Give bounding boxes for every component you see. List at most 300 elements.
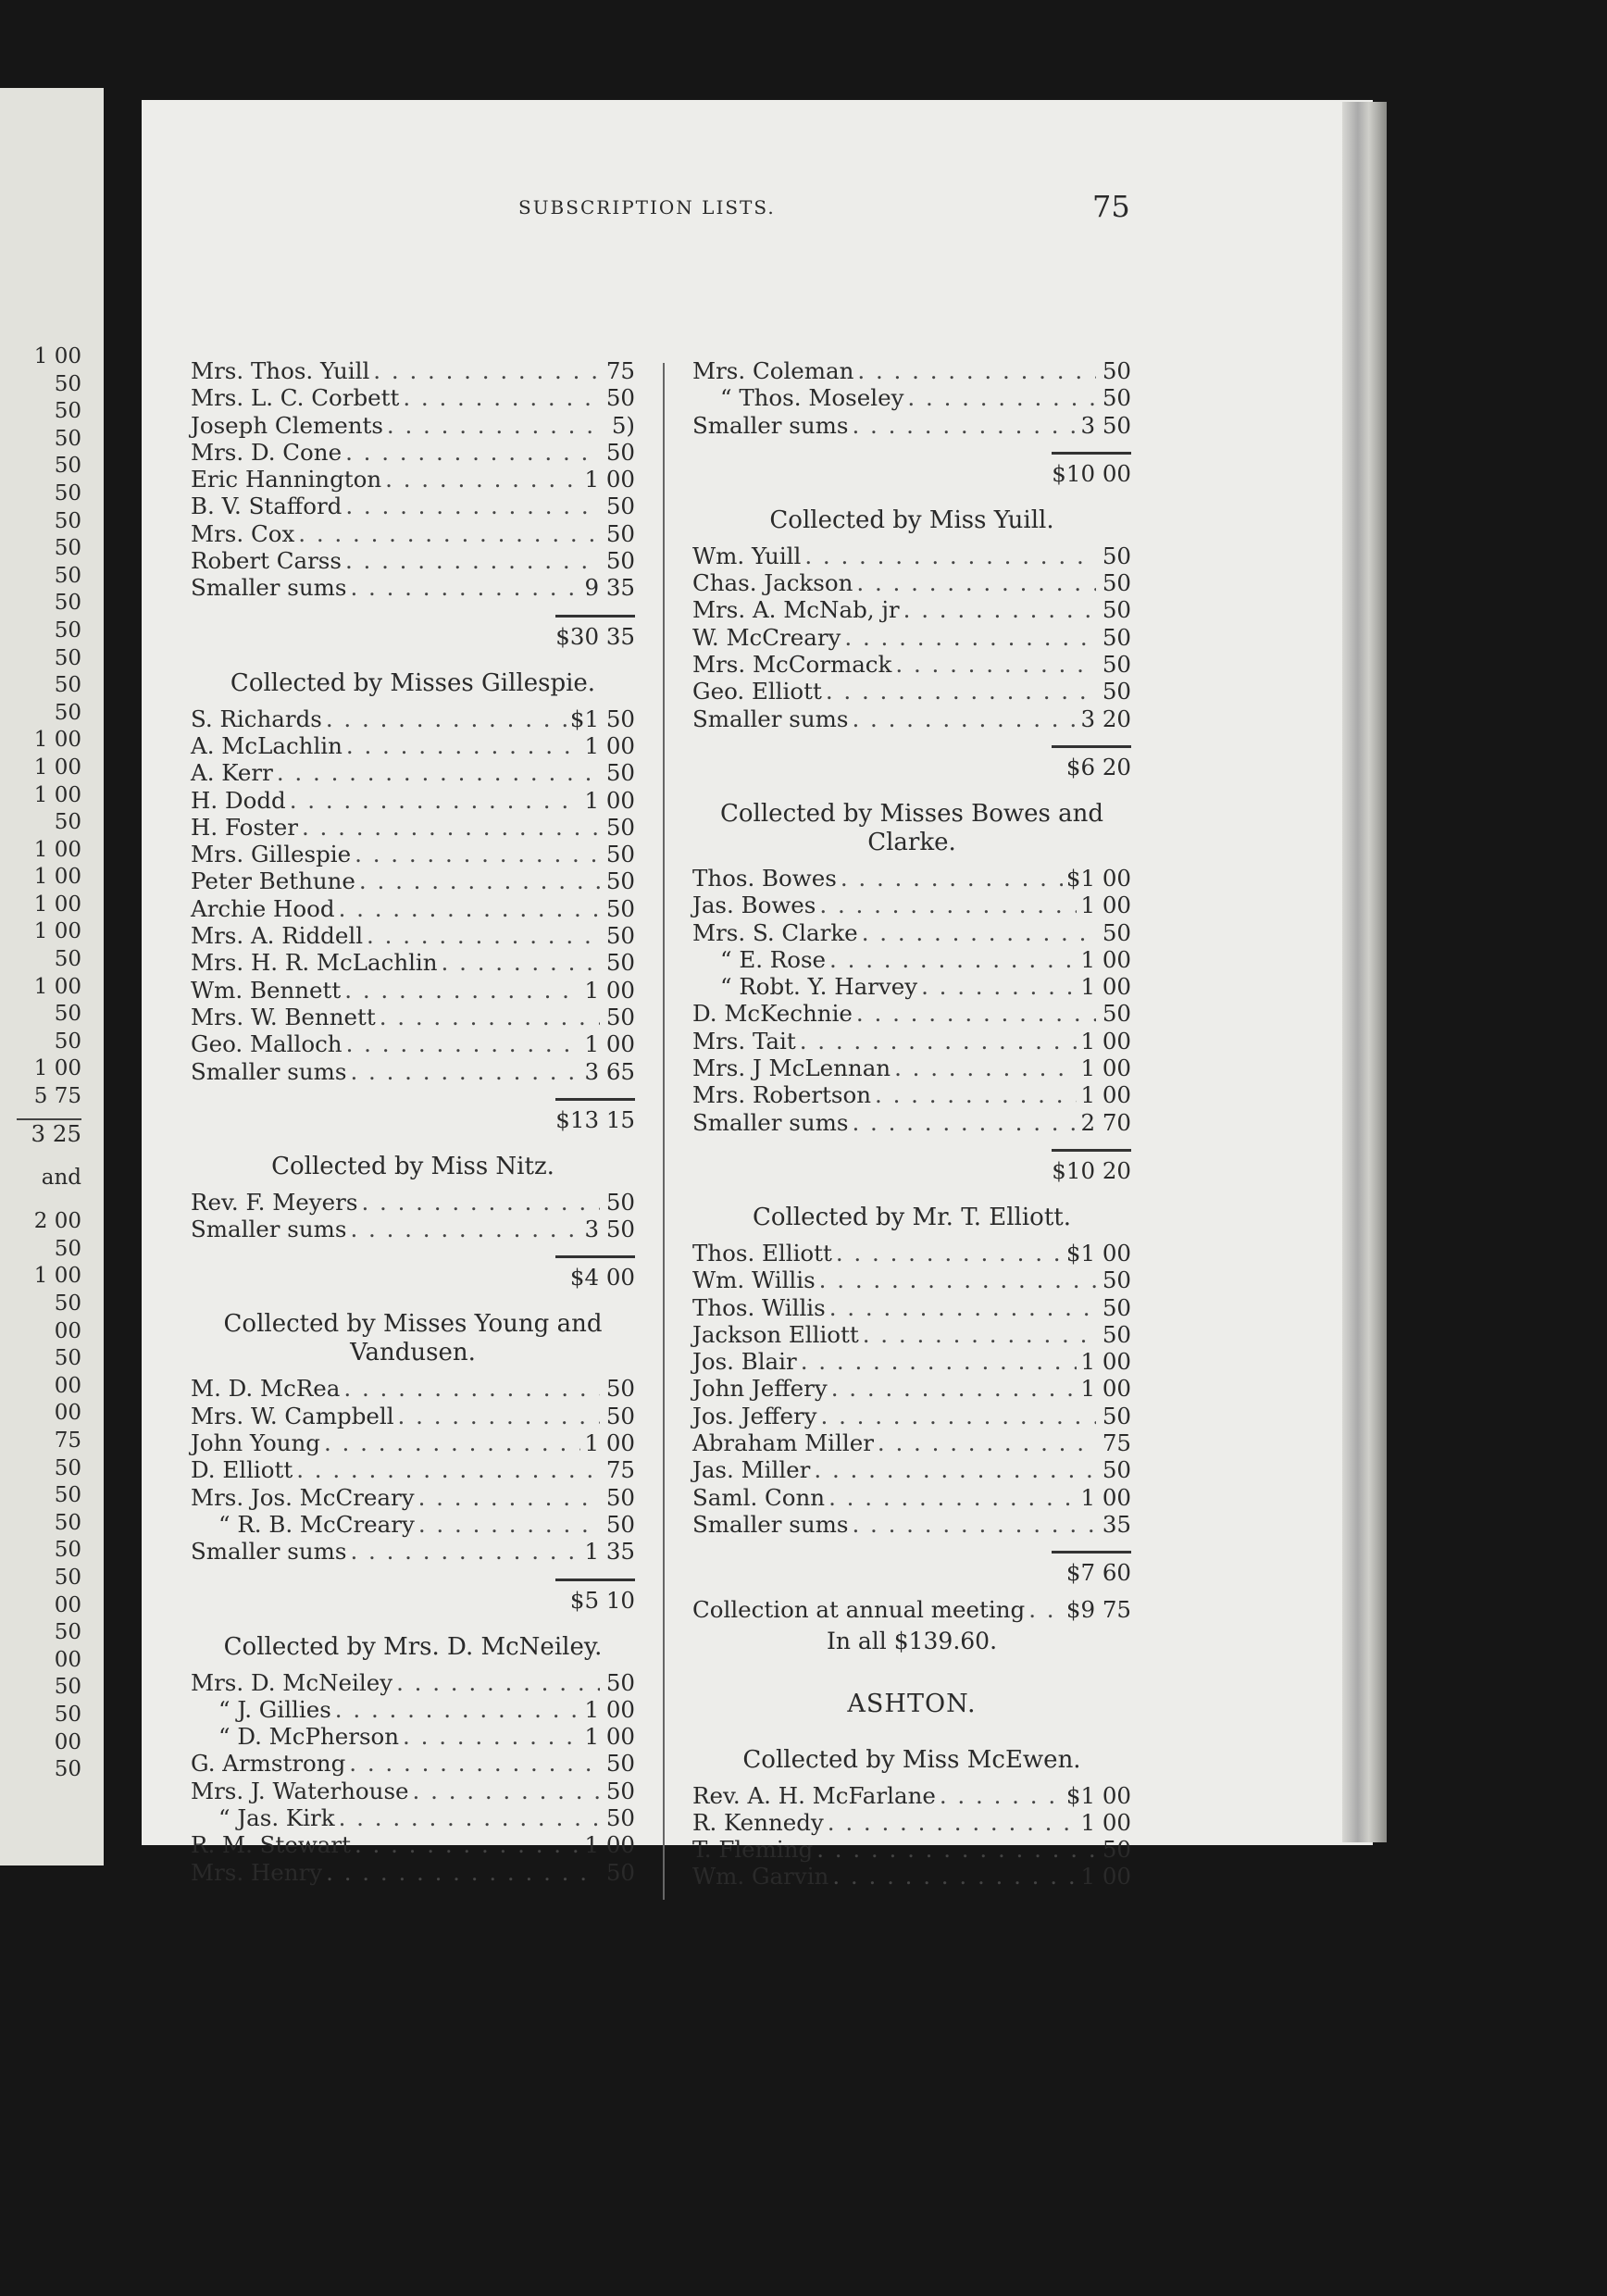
section-total: $10 00 [1052,459,1131,487]
entry-amount: 50 [605,1858,635,1886]
facing-amount: 50 [54,480,81,505]
facing-amount: 50 [54,947,81,972]
facing-amount: 00 [54,1373,81,1398]
entry-name: Geo. Malloch [191,1030,343,1058]
entry-amount: 50 [1102,1293,1131,1321]
entry-name: Rev. F. Meyers [191,1188,358,1216]
entry-row [191,1484,635,1511]
entry-name: Peter Bethune [191,867,355,895]
leader-dots [801,1348,1078,1375]
entry-amount: 50 [605,519,635,547]
entry-amount: 1 00 [584,1831,635,1859]
entry-name: “ Jas. Kirk [218,1803,335,1831]
leader-dots [829,946,1077,973]
entry-row [191,1375,635,1402]
facing-amount: 50 [54,1029,81,1054]
facing-amount: 50 [54,1455,81,1480]
entry-row [191,357,635,384]
entry-row [692,892,1131,918]
entry-amount: 1 00 [584,786,635,814]
leader-dots [828,1809,1078,1836]
entry-name: Archie Hood [191,894,335,922]
facing-amount: 50 [54,1538,81,1563]
section-heading: Collected by Misses Young and Vandusen. [223,1310,603,1367]
leader-dots [413,1778,600,1804]
leader-dots [355,1831,580,1858]
entry-name: Collection at annual meeting [692,1596,1026,1624]
leader-dots [324,1429,580,1456]
leader-dots [1028,1596,1063,1623]
entry-name: Wm. Yuill [692,542,802,569]
section-heading: Collected by Miss Nitz. [271,1152,554,1180]
entry-amount: 50 [605,1803,635,1831]
entry-amount: 75 [1102,1429,1131,1457]
facing-amount: 00 [54,1647,81,1672]
section-heading: Collected by Miss Yuill. [769,505,1054,534]
facing-amount: 50 [54,673,81,698]
entry-row [191,1403,635,1429]
entry-name: M. D. McRea [191,1375,341,1403]
facing-amount: 50 [54,810,81,835]
entry-name: Jos. Blair [692,1348,797,1376]
entry-row [191,1456,635,1483]
leader-dots [380,1004,600,1030]
leader-dots [355,841,600,867]
leader-dots [907,384,1096,411]
leader-dots [821,1403,1097,1429]
entry-name: Mrs. S. Clarke [692,918,858,946]
facing-amount: 3 25 [17,1118,81,1148]
leader-dots [856,569,1096,596]
total-rule [1052,1149,1131,1152]
entry-amount: 50 [605,841,635,868]
leader-dots [343,1375,600,1402]
running-head-title: SUBSCRIPTION LISTS. [518,196,776,218]
entry-row [692,1109,1131,1136]
leader-dots [350,574,580,601]
section-total: $10 20 [1052,1156,1131,1184]
entry-name: D. Elliott [191,1456,293,1484]
entry-row [692,1484,1131,1511]
entry-row [692,1000,1131,1027]
page-edge [1342,102,1387,1842]
entry-amount: 50 [605,1750,635,1778]
facing-amount: 00 [54,1401,81,1426]
leader-dots [800,1028,1078,1054]
leader-dots [831,1375,1078,1402]
facing-amount: 50 [54,536,81,561]
entry-amount: 50 [1102,542,1131,569]
entry-row [692,678,1131,705]
leader-dots [350,1058,580,1085]
leader-dots [398,1403,600,1429]
entry-name: Mrs. D. Cone [191,438,343,466]
entry-amount: 3 50 [584,1216,635,1243]
leader-dots [302,814,600,841]
entry-name: Jos. Jeffery [692,1402,817,1429]
leader-dots [339,1804,600,1831]
leader-dots [852,705,1077,732]
facing-amount: 50 [54,1002,81,1027]
facing-amount: 1 00 [33,344,81,368]
entry-row [191,439,635,466]
entry-row [692,1429,1131,1456]
entry-amount: 9 35 [584,574,635,602]
entry-amount: 50 [1102,623,1131,651]
facing-amount: 1 00 [33,919,81,944]
entry-name: Smaller sums [191,1057,347,1085]
entry-name: Smaller sums [191,1216,347,1243]
leader-dots [826,678,1096,705]
entry-row [692,1456,1131,1483]
entry-name: Mrs. A. McNab, jr [692,596,900,624]
entry-amount: 50 [605,922,635,950]
entry-amount: 1 00 [1080,1483,1131,1511]
entry-row [191,1778,635,1804]
entry-row [692,705,1131,732]
entry-amount: 1 00 [584,1429,635,1457]
leader-dots [298,520,600,547]
entry-row [191,466,635,493]
entry-row [692,1028,1131,1054]
total-rule [555,1578,635,1581]
entry-name: Eric Hannington [191,466,382,493]
entry-name: Jackson Elliott [692,1320,859,1348]
entry-row [191,1669,635,1696]
entry-row [191,493,635,519]
entry-amount: 1 00 [584,976,635,1004]
entry-amount: 50 [1102,357,1131,384]
entry-amount: 1 00 [1080,892,1131,919]
entry-amount: 50 [1102,384,1131,412]
entry-name: Mrs. Robertson [692,1081,871,1109]
leader-dots [819,1267,1096,1293]
entry-name: Robert Carss [191,547,342,575]
section-total: $7 60 [1065,1559,1131,1587]
leader-dots [350,1216,580,1242]
leader-dots [339,895,600,922]
entry-name: H. Foster [191,813,298,841]
entry-name: R. Kennedy [692,1808,824,1836]
entry-amount: 50 [605,894,635,922]
section-heading: Collected by Misses Bowes and Clarke. [720,799,1103,856]
leader-dots [836,1240,1063,1267]
facing-amount: 50 [54,1565,81,1590]
entry-row [692,1836,1131,1863]
entry-amount: 5) [611,411,635,439]
section-heading: Collected by Misses Gillespie. [230,668,596,697]
section-total: $13 15 [555,1105,635,1133]
leader-dots [844,624,1096,651]
leader-dots [359,867,600,894]
entry-amount: 50 [605,384,635,412]
leader-dots [442,949,600,976]
entry-row [191,732,635,759]
entry-name: Thos. Willis [692,1293,826,1321]
leader-dots [852,1109,1077,1136]
entry-name: S. Richards [191,705,322,732]
entry-row [191,1804,635,1831]
entry-amount: 1 00 [1080,1054,1131,1082]
facing-amount: 5 75 [33,1084,81,1109]
entry-amount: 2 70 [1080,1108,1131,1136]
facing-amount: 1 00 [33,837,81,862]
entry-amount: 1 00 [1080,945,1131,973]
entry-row [191,759,635,786]
leader-dots [345,439,600,466]
entry-row [692,569,1131,596]
entry-name: Mrs. Jos. McCreary [191,1483,415,1511]
entry-name: Jas. Miller [692,1456,811,1484]
entry-name: Smaller sums [692,705,849,732]
leader-dots [828,1484,1077,1511]
entry-row [692,1348,1131,1375]
leader-dots [277,759,600,786]
facing-amount: 50 [54,1702,81,1727]
facing-amount: 50 [54,1346,81,1371]
facing-amount: 1 00 [33,755,81,780]
entry-row [692,651,1131,678]
entry-name: Jas. Bowes [692,892,816,919]
entry-row [191,895,635,922]
section-total: $5 10 [569,1586,635,1614]
entry-row [692,1321,1131,1348]
leader-dots [814,1456,1096,1483]
facing-amount: 00 [54,1318,81,1343]
facing-amount: 00 [54,1729,81,1754]
entry-name: Mrs. W. Bennett [191,1003,376,1030]
entry-name: B. V. Stafford [191,493,343,520]
entry-amount: 3 65 [584,1057,635,1085]
facing-amount: 50 [54,1675,81,1700]
entry-name: D. McKechnie [692,1000,853,1028]
leader-dots [857,357,1096,384]
entry-amount: 50 [605,1188,635,1216]
entry-amount: 50 [605,1003,635,1030]
entry-row [692,543,1131,569]
facing-amount: 50 [54,399,81,424]
entry-amount: $1 00 [1065,1239,1131,1267]
leader-dots [335,1696,581,1723]
entry-row [692,596,1131,623]
total-rule [555,1098,635,1101]
entry-amount: 75 [605,1456,635,1484]
entry-row [692,1403,1131,1429]
entry-row [692,1809,1131,1836]
entry-row [191,520,635,547]
facing-amount: 50 [54,454,81,479]
entry-name: Wm. Garvin [692,1863,829,1890]
leader-dots [894,1054,1077,1081]
section-heading: Collected by Miss McEwen. [742,1745,1081,1774]
entry-name: “ Thos. Moseley [720,384,904,412]
facing-amount: 1 00 [33,892,81,917]
entry-row [191,867,635,894]
leader-dots [841,865,1063,892]
entry-name: Mrs. Henry [191,1858,323,1886]
leader-dots [403,384,600,411]
entry-amount: 50 [605,759,635,787]
entry-name: Smaller sums [692,411,849,439]
entry-amount: 1 00 [584,1723,635,1751]
entry-name: Mrs. Tait [692,1027,796,1054]
leader-dots [290,787,581,814]
entry-amount: 50 [605,1510,635,1538]
facing-page-amounts [17,343,81,1784]
entry-amount: 50 [1102,918,1131,946]
entry-row [191,1831,635,1858]
total-rule [1052,1551,1131,1554]
entry-amount: 1 00 [584,1695,635,1723]
entry-row [191,841,635,867]
entry-row [692,384,1131,411]
entry-amount: $1 50 [569,705,635,732]
leader-dots [418,1484,600,1511]
entry-amount: 50 [605,1668,635,1696]
entry-name: Mrs. A. Riddell [191,922,364,950]
leader-dots [418,1511,600,1538]
entry-amount: 50 [605,1375,635,1403]
entry-amount: 3 20 [1080,705,1131,732]
entry-amount: 50 [605,867,635,895]
entry-row [191,1216,635,1242]
entry-amount: 50 [605,1777,635,1804]
facing-amount: 1 00 [33,728,81,753]
leader-dots [819,892,1077,918]
leader-dots [921,973,1077,1000]
entry-name: Mrs. J McLennan [692,1054,891,1082]
leader-dots [403,1723,580,1750]
leader-dots [852,412,1077,439]
entry-amount: 50 [605,438,635,466]
leader-dots [895,651,1096,678]
leader-dots [856,1000,1096,1027]
entry-amount: 50 [1102,596,1131,624]
entry-row [692,357,1131,384]
total-rule [1052,452,1131,455]
leader-dots [349,1750,600,1777]
entry-amount: 50 [1102,651,1131,679]
facing-amount: 50 [54,508,81,533]
leader-dots [344,977,580,1004]
leader-dots [350,1538,580,1565]
leader-dots [326,705,567,732]
entry-row [191,705,635,732]
entry-row [692,1267,1131,1293]
entry-name: Saml. Conn [692,1483,826,1511]
entry-row [191,412,635,439]
facing-amount: 1 00 [33,1056,81,1081]
total-rule [1052,745,1131,748]
section-total: $30 35 [555,622,635,650]
entry-row [191,1189,635,1216]
entry-row [191,1511,635,1538]
entry-row [191,1696,635,1723]
entry-amount: 1 00 [1080,1375,1131,1403]
facing-amount: 50 [54,371,81,396]
entry-name: G. Armstrong [191,1750,346,1778]
entry-amount: 50 [1102,1456,1131,1484]
entry-amount: 50 [1102,1000,1131,1028]
entry-amount: 50 [605,1483,635,1511]
entry-amount: 35 [1102,1510,1131,1538]
facing-amount: 50 [54,426,81,451]
entry-amount: 1 00 [1080,1348,1131,1376]
leader-dots [832,1863,1077,1890]
leader-dots [385,466,580,493]
page-number: 75 [1092,189,1130,224]
entry-name: Thos. Elliott [692,1239,832,1267]
section-heading: Collected by Mrs. D. McNeiley. [223,1632,603,1661]
facing-amount: 50 [54,1757,81,1782]
leader-dots [367,922,600,949]
entry-name: “ R. B. McCreary [218,1510,415,1538]
section-total: $6 20 [1065,753,1131,780]
facing-amount: 50 [54,1510,81,1535]
entry-amount: 50 [1102,569,1131,597]
entry-row [191,384,635,411]
entry-amount: 50 [1102,1267,1131,1294]
entry-row [692,1240,1131,1267]
facing-page [0,88,104,1866]
entry-name: Geo. Elliott [692,678,822,705]
entry-row [191,787,635,814]
total-rule [555,1255,635,1258]
entry-row [692,946,1131,973]
entry-row [191,977,635,1004]
leader-dots [816,1836,1096,1863]
entry-name: Wm. Bennett [191,976,342,1004]
entry-name: W. McCreary [692,623,841,651]
leader-dots [396,1669,600,1696]
entry-name: Mrs. Thos. Yuill [191,357,370,384]
entry-amount: 1 00 [1080,973,1131,1001]
leader-dots [345,493,600,519]
facing-amount: 50 [54,591,81,616]
entry-row [191,922,635,949]
entry-row [692,1863,1131,1890]
leader-dots [940,1782,1063,1809]
facing-amount: 50 [54,618,81,643]
entry-name: Smaller sums [692,1108,849,1136]
leader-dots [852,1511,1096,1538]
section-heading: Collected by Mr. T. Elliott. [753,1203,1071,1231]
entry-name: Mrs. McCormack [692,651,892,679]
entry-name: Joseph Clements [191,411,383,439]
facing-amount: 50 [54,1620,81,1645]
entry-amount: 50 [1102,1320,1131,1348]
entry-name: Mrs. H. R. McLachlin [191,949,438,977]
entry-row [692,1054,1131,1081]
leader-dots [373,357,600,384]
entry-name: R. M. Stewart [191,1831,351,1859]
entry-row [191,1429,635,1456]
entry-name: H. Dodd [191,786,286,814]
leader-dots [863,1321,1096,1348]
entry-row [191,814,635,841]
entry-row [692,1782,1131,1809]
in-all-total: In all $139.60. [826,1627,998,1654]
entry-name: Mrs. W. Campbell [191,1402,394,1429]
entry-row [692,1375,1131,1402]
facing-amount: 1 00 [33,782,81,807]
entry-row [191,1750,635,1777]
entry-name: T. Fleming [692,1836,814,1864]
entry-amount: 1 00 [1080,1027,1131,1054]
leader-dots [804,543,1096,569]
entry-amount: 50 [605,949,635,977]
entry-amount: 50 [605,1402,635,1429]
